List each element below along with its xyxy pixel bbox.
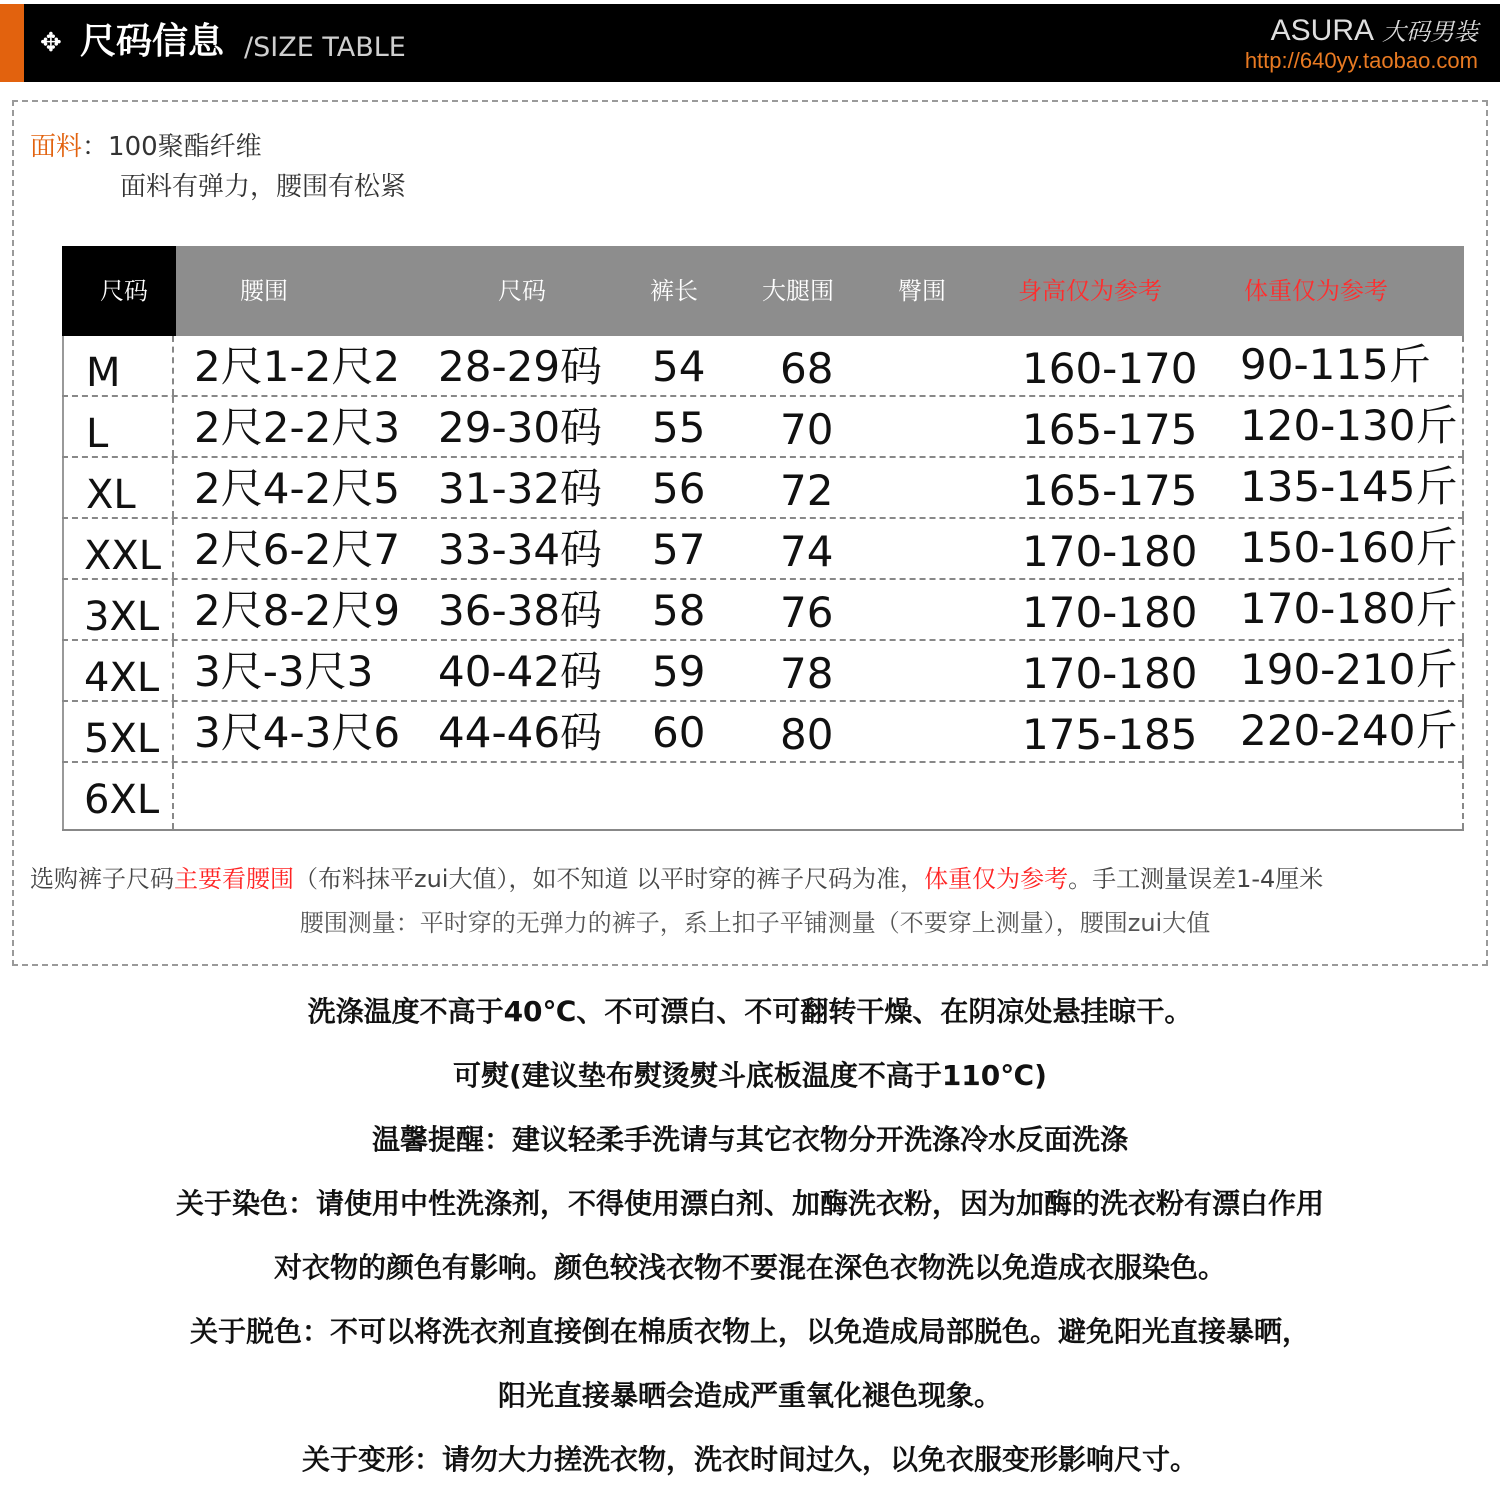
col-header-size: 尺码	[100, 277, 148, 305]
cell-height: 165-175	[1022, 405, 1198, 454]
cell-height: 170-180	[1022, 527, 1198, 576]
size-table-header	[62, 246, 1464, 336]
care-line: 可熨(建议垫布熨烫熨斗底板温度不高于110℃)	[453, 1059, 1047, 1092]
fabric-note: 面料有弹力，腰围有松紧	[120, 172, 407, 202]
fabric-label: 面料	[30, 132, 83, 162]
brand-tagline: 大码男装	[1382, 18, 1478, 46]
table-row	[62, 397, 1464, 458]
cell-thigh: 78	[780, 649, 834, 698]
col-header-waist: 腰围	[240, 277, 288, 305]
table-row	[62, 580, 1464, 641]
header-bar	[0, 4, 1500, 82]
waist-measure-note: 腰围测量：平时穿的无弹力的裤子，系上扣子平铺测量（不要穿上测量），腰围zui大值	[299, 909, 1211, 937]
cell-weight: 150-160斤	[1240, 523, 1458, 572]
table-row	[62, 641, 1464, 702]
cell-waist: 3尺4-3尺6	[194, 708, 401, 757]
cell-size: XL	[86, 472, 136, 518]
table-edge	[1462, 641, 1464, 700]
fabric-value: 100聚酯纤维	[108, 132, 262, 162]
cell-length: 54	[652, 342, 706, 391]
cell-length: 59	[652, 647, 706, 696]
note-part: （布料抹平zui大值），如不知道 以平时穿的裤子尺码为准，	[294, 865, 925, 893]
care-line: 洗涤温度不高于40℃、不可漂白、不可翻转干燥、在阴凉处悬挂晾干。	[307, 995, 1193, 1028]
table-row	[62, 336, 1464, 397]
note-part: 选购裤子尺码	[30, 865, 174, 893]
col-header-code: 尺码	[498, 277, 546, 305]
cell-code: 33-34码	[438, 525, 603, 574]
cell-length: 57	[652, 525, 706, 574]
note-emphasis-waist: 主要看腰围	[174, 865, 294, 893]
cell-height: 165-175	[1022, 466, 1198, 515]
cell-waist: 2尺6-2尺7	[194, 525, 401, 574]
size-table-body	[62, 336, 1464, 831]
care-line: 关于染色：请使用中性洗涤剂，不得使用漂白剂、加酶洗衣粉，因为加酶的洗衣粉有漂白作用	[175, 1187, 1324, 1220]
cell-size: 4XL	[84, 655, 160, 701]
cell-weight: 220-240斤	[1240, 706, 1458, 755]
header-accent-stripe	[0, 4, 24, 82]
cell-thigh: 70	[780, 405, 834, 454]
col-header-length: 裤长	[650, 277, 698, 305]
cell-code: 44-46码	[438, 708, 603, 757]
page-subtitle: /SIZE TABLE	[244, 32, 406, 63]
cell-waist: 2尺4-2尺5	[194, 464, 401, 513]
cell-thigh: 72	[780, 466, 834, 515]
col-header-thigh: 大腿围	[762, 277, 834, 305]
col-header-height: 身高仅为参考	[1018, 277, 1162, 305]
col-header-weight: 体重仅为参考	[1244, 277, 1388, 305]
table-edge	[1462, 336, 1464, 395]
cell-waist: 3尺-3尺3	[194, 647, 374, 696]
cell-size: 6XL	[84, 777, 160, 823]
cell-weight: 135-145斤	[1240, 462, 1458, 511]
size-selection-note	[30, 862, 1480, 896]
table-row	[62, 458, 1464, 519]
cell-length: 58	[652, 586, 706, 635]
table-row	[62, 519, 1464, 580]
cell-height: 175-185	[1022, 710, 1198, 759]
size-column-cell	[62, 397, 174, 456]
cell-code: 40-42码	[438, 647, 603, 696]
fabric-line	[30, 128, 262, 166]
compass-icon: ✥	[40, 28, 62, 58]
cell-weight: 90-115斤	[1240, 340, 1431, 389]
shop-url[interactable]: http://640yy.taobao.com	[1244, 48, 1478, 73]
care-line: 阳光直接暴晒会造成严重氧化褪色现象。	[497, 1379, 1002, 1412]
cell-code: 29-30码	[438, 403, 603, 452]
care-line: 关于脱色：不可以将洗衣剂直接倒在棉质衣物上，以免造成局部脱色。避免阳光直接暴晒，	[189, 1315, 1310, 1348]
cell-waist: 2尺8-2尺9	[194, 586, 401, 635]
cell-size: 5XL	[84, 716, 160, 762]
cell-height: 170-180	[1022, 588, 1198, 637]
care-line: 关于变形：请勿大力搓洗衣物，洗衣时间过久，以免衣服变形影响尺寸。	[301, 1443, 1198, 1476]
cell-code: 28-29码	[438, 342, 603, 391]
brand-logo	[1271, 14, 1478, 49]
cell-length: 55	[652, 403, 706, 452]
cell-thigh: 68	[780, 344, 834, 393]
table-edge	[1462, 458, 1464, 517]
cell-height: 160-170	[1022, 344, 1198, 393]
fabric-colon: ：	[82, 132, 109, 162]
table-edge	[1462, 519, 1464, 578]
note-emphasis-weight: 体重仅为参考	[924, 865, 1069, 893]
table-edge	[1462, 702, 1464, 761]
cell-length: 56	[652, 464, 706, 513]
note-part: 。手工测量误差1-4厘米	[1068, 865, 1324, 893]
cell-weight: 190-210斤	[1240, 645, 1458, 694]
cell-size: XXL	[84, 533, 162, 579]
cell-length: 60	[652, 708, 706, 757]
table-row	[62, 702, 1464, 763]
cell-size: 3XL	[84, 594, 160, 640]
cell-weight: 170-180斤	[1240, 584, 1458, 633]
cell-code: 31-32码	[438, 464, 603, 513]
care-line: 温馨提醒：建议轻柔手洗请与其它衣物分开洗涤冷水反面洗涤	[371, 1123, 1128, 1156]
care-line: 对衣物的颜色有影响。颜色较浅衣物不要混在深色衣物洗以免造成衣服染色。	[273, 1251, 1226, 1284]
cell-size: M	[86, 350, 121, 396]
cell-size: L	[86, 411, 109, 457]
cell-thigh: 76	[780, 588, 834, 637]
cell-height: 170-180	[1022, 649, 1198, 698]
table-row	[62, 763, 1464, 831]
table-edge	[1462, 397, 1464, 456]
cell-thigh: 80	[780, 710, 834, 759]
cell-waist: 2尺1-2尺2	[194, 342, 401, 391]
table-edge	[1462, 763, 1464, 829]
page-title: 尺码信息	[80, 21, 225, 62]
cell-code: 36-38码	[438, 586, 603, 635]
cell-thigh: 74	[780, 527, 834, 576]
col-header-hip: 臀围	[898, 277, 946, 305]
table-edge	[1462, 580, 1464, 639]
brand-name: ASURA	[1270, 14, 1374, 47]
cell-waist: 2尺2-2尺3	[194, 403, 401, 452]
cell-weight: 120-130斤	[1240, 401, 1458, 450]
